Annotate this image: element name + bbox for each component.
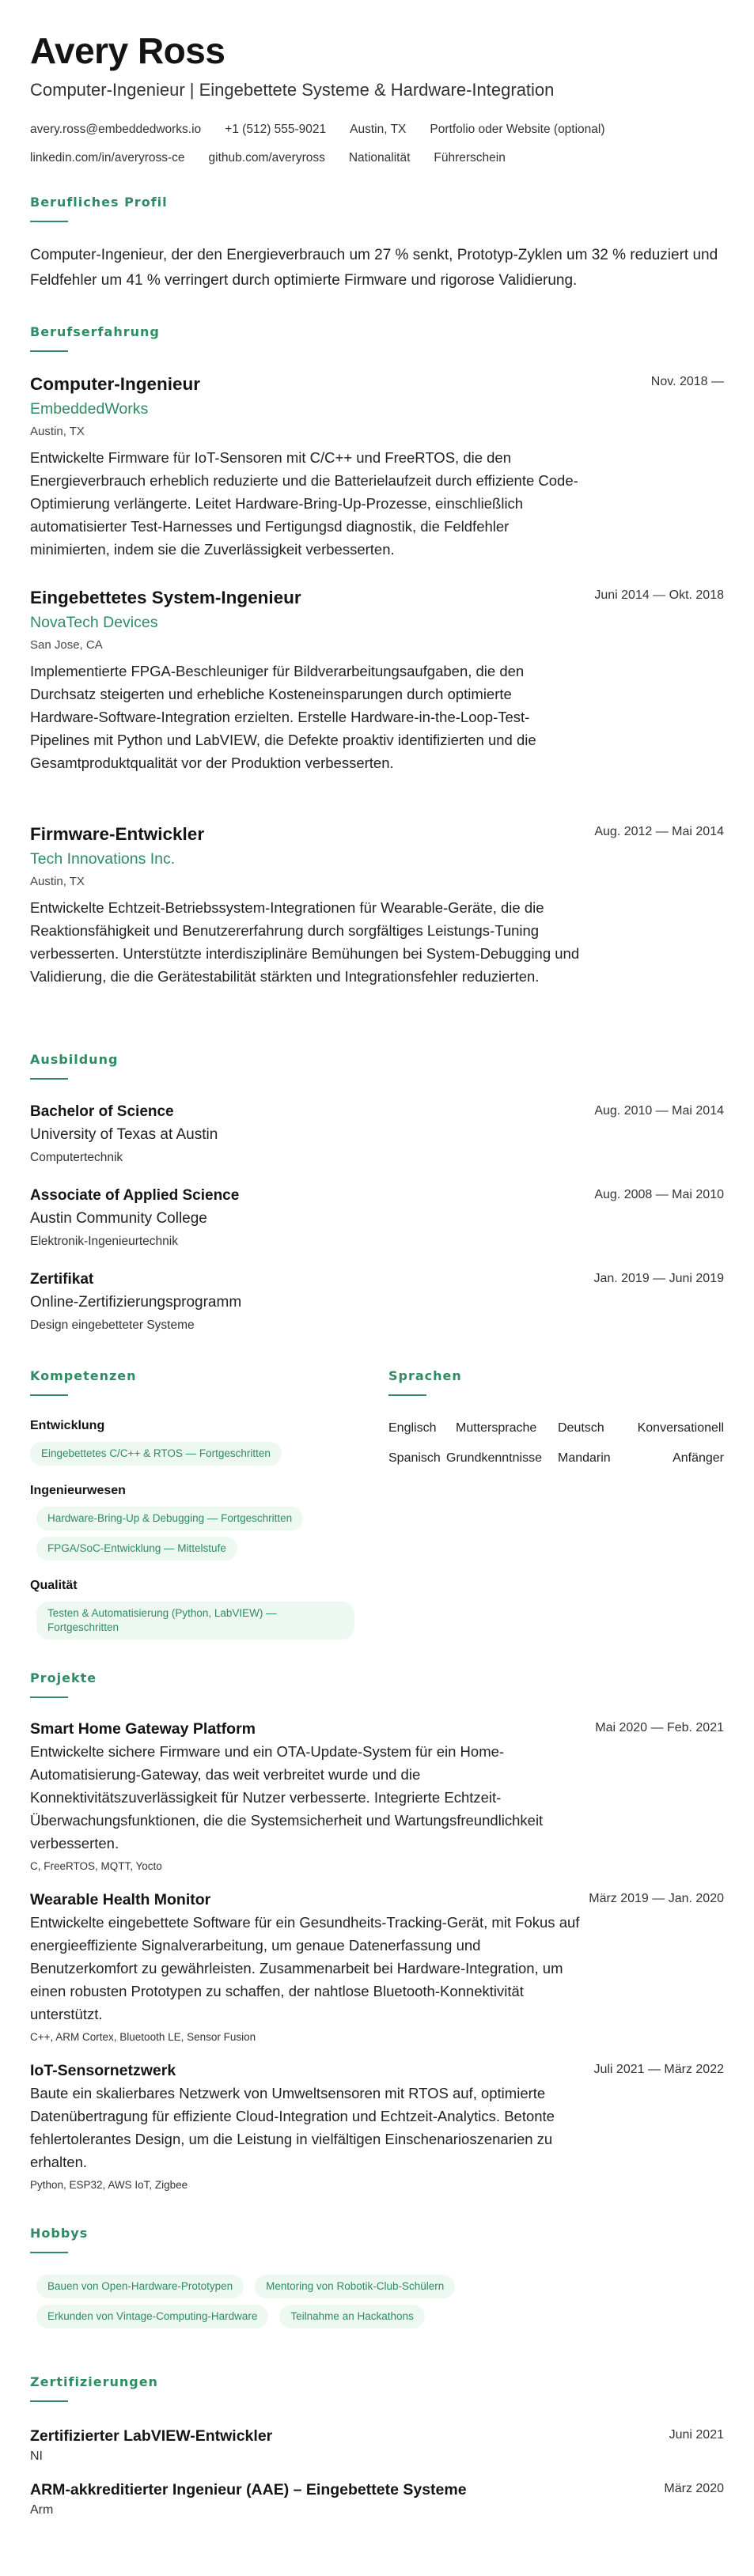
contact-email[interactable]: avery.ross@embeddedworks.io: [30, 123, 202, 136]
profile-section: [30, 195, 726, 293]
project-title: Smart Home Gateway Platform: [30, 1720, 256, 1738]
language-name: Englisch: [388, 1421, 437, 1435]
job-company: Tech Innovations Inc.: [30, 850, 176, 868]
skills-section: [30, 1368, 362, 1640]
section-title-certifications: Zertifizierungen: [30, 2374, 158, 2389]
job-location: Austin, TX: [30, 425, 85, 438]
skill-category-name: Qualität: [30, 1579, 78, 1592]
education-field: Elektronik-Ingenieurtechnik: [30, 1235, 178, 1248]
contact-linkedin[interactable]: linkedin.com/in/averyross-ce: [30, 151, 185, 165]
contact-nationality: Nationalität: [348, 151, 411, 165]
contact-location: Austin, TX: [350, 123, 407, 136]
job-company: NovaTech Devices: [30, 614, 158, 631]
section-divider: [30, 1697, 68, 1698]
language-level: Grundkenntnisse: [446, 1451, 542, 1465]
certification-issuer: Arm: [30, 2503, 54, 2517]
certification-date: Juni 2021: [669, 2428, 724, 2442]
contact-phone[interactable]: +1 (512) 555-9021: [225, 123, 327, 136]
languages-section: [388, 1368, 724, 1396]
section-divider: [388, 1394, 426, 1396]
education-date: Aug. 2010 — Mai 2014: [594, 1104, 724, 1118]
skill-category-name: Ingenieurwesen: [30, 1484, 126, 1497]
language-level: Anfänger: [673, 1451, 724, 1465]
job-location: Austin, TX: [30, 875, 85, 888]
section-divider: [30, 1078, 68, 1080]
education-field: Design eingebetteter Systeme: [30, 1318, 195, 1332]
section-title-hobbies: Hobbys: [30, 2226, 89, 2241]
project-tech-stack: Python, ESP32, AWS IoT, Zigbee: [30, 2179, 188, 2191]
section-divider: [30, 2400, 68, 2402]
project-description: Baute ein skalierbares Netzwerk von Umweltsensoren mit RTOS auf, optimierte Datenübertragung für effiziente Cloud-Integration und Echtzeit-Analytics. Betonte fehlertolerantes Design, um die Leistung in vielfältigen Einschenarioszenarien zu erhalten.: [30, 2085, 555, 2170]
skill-category: [30, 1418, 362, 1466]
contact-github[interactable]: github.com/averyross: [208, 151, 325, 165]
job-entry: [30, 373, 724, 561]
hobby-chip: Mentoring von Robotik-Club-Schülern: [255, 2275, 455, 2298]
education-school: Online-Zertifizierungsprogramm: [30, 1294, 242, 1311]
language-level: Konversationell: [637, 1421, 724, 1435]
certification-title: Zertifizierter LabVIEW-Entwickler: [30, 2427, 273, 2445]
hobby-chip: Teilnahme an Hackathons: [279, 2305, 424, 2328]
job-description: Entwickelte Echtzeit-Betriebssystem-Integrationen für Wearable-Geräte, die die Reaktionsfähigkeit und Benutzererfahrung durch sorgfältiges Leistungs-Tuning verbesserten. Unterstützte interdisziplinäre Bemühungen bei System-Debugging und Validierung, die die Gerätestabilität stärkten und Integrationsfehler reduzierten.: [30, 899, 580, 985]
certification-date: März 2020: [664, 2482, 724, 2495]
education-section: [30, 1052, 724, 1080]
candidate-tagline: Computer-Ingenieur | Eingebettete Systeme & Hardware-Integration: [30, 80, 555, 100]
language-name: Mandarin: [558, 1451, 611, 1465]
project-date: Mai 2020 — Feb. 2021: [595, 1721, 724, 1734]
hobby-chip: Erkunden von Vintage-Computing-Hardware: [36, 2305, 268, 2328]
project-tech-stack: C++, ARM Cortex, Bluetooth LE, Sensor Fusion: [30, 2031, 256, 2043]
project-entry: [30, 1890, 724, 2045]
project-tech-stack: C, FreeRTOS, MQTT, Yocto: [30, 1860, 162, 1872]
education-entry: [30, 1270, 724, 1333]
section-title-profile: Berufliches Profil: [30, 195, 168, 210]
hobby-list: [36, 2275, 590, 2328]
education-entry: [30, 1186, 724, 1250]
section-divider: [30, 221, 68, 222]
certification-entry: [30, 2427, 724, 2464]
section-divider: [30, 2252, 68, 2253]
job-title: Computer-Ingenieur: [30, 374, 201, 394]
section-title-projects: Projekte: [30, 1670, 97, 1685]
hobby-chip: Bauen von Open-Hardware-Prototypen: [36, 2275, 244, 2298]
education-degree: Associate of Applied Science: [30, 1187, 240, 1204]
skill-chip: Testen & Automatisierung (Python, LabVIEW) — Fortgeschritten: [36, 1602, 354, 1640]
section-title-education: Ausbildung: [30, 1052, 119, 1067]
hobbies-section: [30, 2226, 724, 2253]
skill-chip: FPGA/SoC-Entwicklung — Mittelstufe: [36, 1537, 237, 1560]
education-school: Austin Community College: [30, 1210, 207, 1227]
job-date: Juni 2014 — Okt. 2018: [594, 588, 724, 602]
project-entry: [30, 2061, 724, 2192]
education-entry: [30, 1103, 724, 1166]
resume-header: [30, 28, 724, 166]
contact-drivers-license: Führerschein: [434, 151, 506, 165]
section-title-experience: Berufserfahrung: [30, 324, 160, 339]
job-description: Entwickelte Firmware für IoT-Sensoren mit C/C++ und FreeRTOS, die den Energieverbrauch erheblich reduzierte und die Batterielaufzeit durch effiziente Code-Optimierung verlängerte. Leitet Hardware-Bring-Up-Prozesse, einschließlich automatisierter Test-Harnesses und Fertigungsd diagnostik, die Feldfehler minimierten, indem sie die Zuverlässigkeit verbesserten.: [30, 449, 578, 558]
education-field: Computertechnik: [30, 1151, 123, 1164]
language-name: Spanisch: [388, 1451, 441, 1465]
section-divider: [30, 350, 68, 352]
job-title: Firmware-Entwickler: [30, 824, 205, 844]
job-entry: [30, 587, 724, 774]
section-title-languages: Sprachen: [388, 1368, 462, 1383]
education-degree: Bachelor of Science: [30, 1103, 174, 1120]
education-degree: Zertifikat: [30, 1271, 94, 1288]
contact-portfolio[interactable]: Portfolio oder Website (optional): [430, 123, 605, 136]
job-location: San Jose, CA: [30, 638, 103, 652]
skill-chip: Hardware-Bring-Up & Debugging — Fortgeschritten: [36, 1507, 303, 1530]
job-date: Nov. 2018 —: [650, 375, 724, 388]
experience-section: [30, 324, 724, 352]
profile-summary: Computer-Ingenieur, der den Energieverbrauch um 27 % senkt, Prototyp-Zyklen um 32 % reduziert und Feldfehler um 41 % verringert durch optimierte Firmware und rigorose Validierung.: [30, 247, 718, 289]
section-title-skills: Kompetenzen: [30, 1368, 137, 1383]
candidate-name: Avery Ross: [30, 30, 225, 71]
language-list: [388, 1420, 724, 1468]
project-entry: [30, 1719, 724, 1874]
project-date: März 2019 — Jan. 2020: [589, 1892, 724, 1905]
education-date: Aug. 2008 — Mai 2010: [594, 1188, 724, 1201]
project-description: Entwickelte sichere Firmware und ein OTA-Update-System für ein Home-Automatisierung-Gateway, das weit verbreitet wurde und die Konnektivitätszuverlässigkeit für Nutzer verbesserte. Integrierte Echtzeit-Überwachungsfunktionen, die die Systemsicherheit und Wartungsfreundlichkeit verbesserten.: [30, 1743, 544, 1852]
certification-title: ARM-akkreditierter Ingenieur (AAE) – Eingebettete Systeme: [30, 2481, 467, 2498]
project-title: IoT-Sensornetzwerk: [30, 2062, 176, 2079]
skill-category: [30, 1578, 362, 1640]
job-entry: [30, 823, 724, 988]
education-date: Jan. 2019 — Juni 2019: [593, 1272, 724, 1285]
education-school: University of Texas at Austin: [30, 1126, 218, 1143]
language-level: Muttersprache: [456, 1421, 537, 1435]
job-date: Aug. 2012 — Mai 2014: [594, 825, 724, 838]
certification-entry: [30, 2480, 724, 2518]
skill-chip: Eingebettetes C/C++ & RTOS — Fortgeschritten: [30, 1442, 282, 1466]
job-title: Eingebettetes System-Ingenieur: [30, 588, 301, 607]
section-divider: [30, 1394, 68, 1396]
language-name: Deutsch: [558, 1421, 604, 1435]
contact-list: [30, 122, 710, 166]
project-date: Juli 2021 — März 2022: [593, 2063, 724, 2076]
certifications-section: [30, 2374, 724, 2402]
certification-issuer: NI: [30, 2449, 43, 2463]
projects-section: [30, 1670, 724, 1698]
skill-category-name: Entwicklung: [30, 1419, 105, 1432]
job-company: EmbeddedWorks: [30, 400, 149, 418]
skill-category: [30, 1483, 362, 1560]
job-description: Implementierte FPGA-Beschleuniger für Bildverarbeitungsaufgaben, die den Durchsatz steigerten und erhebliche Kosteneinsparungen durch optimierte Hardware-Software-Integration erzielten. Erstelle Hardware-in-the-Loop-Test-Pipelines mit Python und LabVIEW, die Defekte proaktiv identifizierten und die Gesamtproduktqualität vor der Produktion verbesserten.: [30, 663, 536, 771]
project-title: Wearable Health Monitor: [30, 1891, 211, 1908]
project-description: Entwickelte eingebettete Software für ein Gesundheits-Tracking-Gerät, mit Fokus auf energieeffiziente Signalverarbeitung, um genaue Datenerfassung und Benutzerkomfort zu gewährleisten. Zusammenarbeit bei Hardware-Integration, um einen robusten Prototypen zu schaffen, der nahtlose Bluetooth-Konnektivität unterstützt.: [30, 1914, 580, 2022]
